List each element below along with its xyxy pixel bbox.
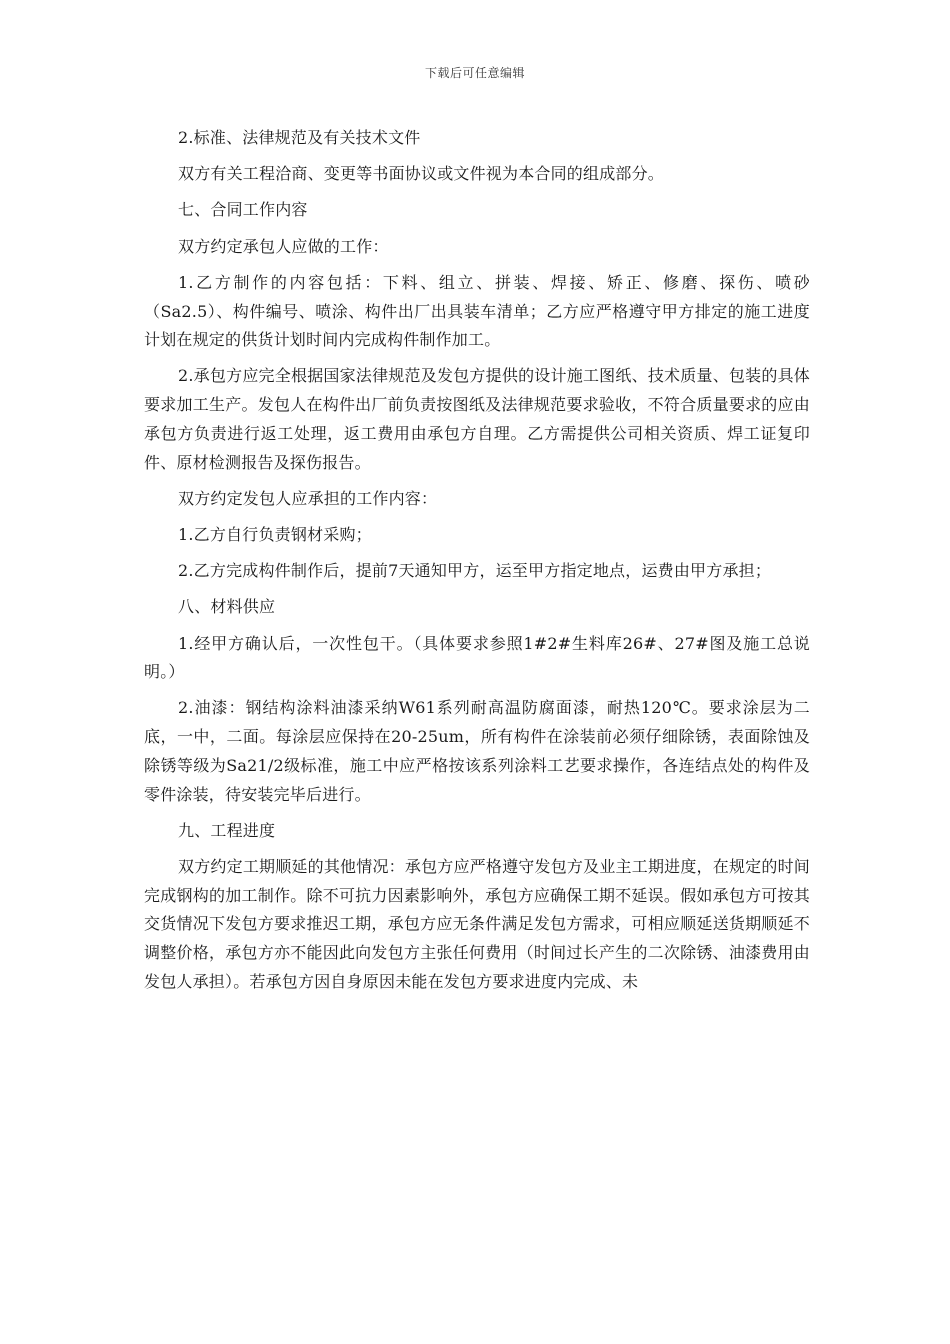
paragraph-schedule: 双方约定工期顺延的其他情况：承包方应严格遵守发包方及业主工期进度，在规定的时间完成钢构的加工制作。除不可抗力因素影响外，承包方应确保工期不延误。假如承包方可按其交货情况下发包方要求推迟工期，承包方应无条件满足发包方需求，可相应顺延送货期顺延不调整价格，承包方亦不能因此向发包方主张任何费用（时间过长产生的二次除锈、油漆费用由发包人承担）。若承包方因自身原因未能在发包方要求进度内完成、未 — [144, 856, 810, 991]
section-heading-7: 七、合同工作内容 — [178, 200, 308, 220]
paragraph-contractor-work-1: 1.乙方制作的内容包括：下料、组立、拼装、焊接、矫正、修磨、探伤、喷砂（Sa2.5）、构件编号、喷涂、构件出厂出具装车清单；乙方应严格遵守甲方排定的施工进度计划在规定的供货计划时间内完成构件制作加工。 — [144, 272, 810, 350]
paragraph-contractor-work-intro: 双方约定承包人应做的工作： — [178, 236, 389, 256]
paragraph-material-1: 1.经甲方确认后，一次性包干。（具体要求参照1#2#生料库26#、27#图及施工总说明。） — [144, 633, 810, 682]
document-body — [144, 124, 810, 1004]
section-heading-8: 八、材料供应 — [178, 597, 276, 617]
paragraph-standards: 2.标准、法律规范及有关技术文件 — [178, 128, 421, 147]
paragraph-employer-work-1: 1.乙方自行负责钢材采购； — [178, 524, 372, 544]
paragraph-material-2-paint: 2.油漆：钢结构涂料油漆采纳W61系列耐高温防腐面漆，耐热120℃。要求涂层为二底，一中，二面。每涂层应保持在20-25um，所有构件在涂装前必须仔细除锈，表面除蚀及除锈等级为Sa21/2级标准，施工中应严格按该系列涂料工艺要求操作，各连结点处的构件及零件涂装，待安装完毕后进行。 — [144, 698, 810, 804]
section-heading-9: 九、工程进度 — [178, 820, 276, 840]
page-header: 下载后可任意编辑 — [424, 66, 525, 80]
paragraph-employer-work-2: 2.乙方完成构件制作后，提前7天通知甲方，运至甲方指定地点，运费由甲方承担； — [178, 561, 772, 581]
paragraph-contractor-work-2: 2.承包方应完全根据国家法律规范及发包方提供的设计施工图纸、技术质量、包装的具体要求加工生产。发包人在构件出厂前负责按图纸及法律规范要求验收，不符合质量要求的应由承包方负责进行返工处理，返工费用由承包方自理。乙方需提供公司相关资质、焊工证复印件、原材检测报告及探伤报告。 — [144, 366, 810, 472]
paragraph-agreements: 双方有关工程洽商、变更等书面协议或文件视为本合同的组成部分。 — [178, 164, 665, 184]
paragraph-employer-work-intro: 双方约定发包人应承担的工作内容： — [178, 488, 438, 508]
